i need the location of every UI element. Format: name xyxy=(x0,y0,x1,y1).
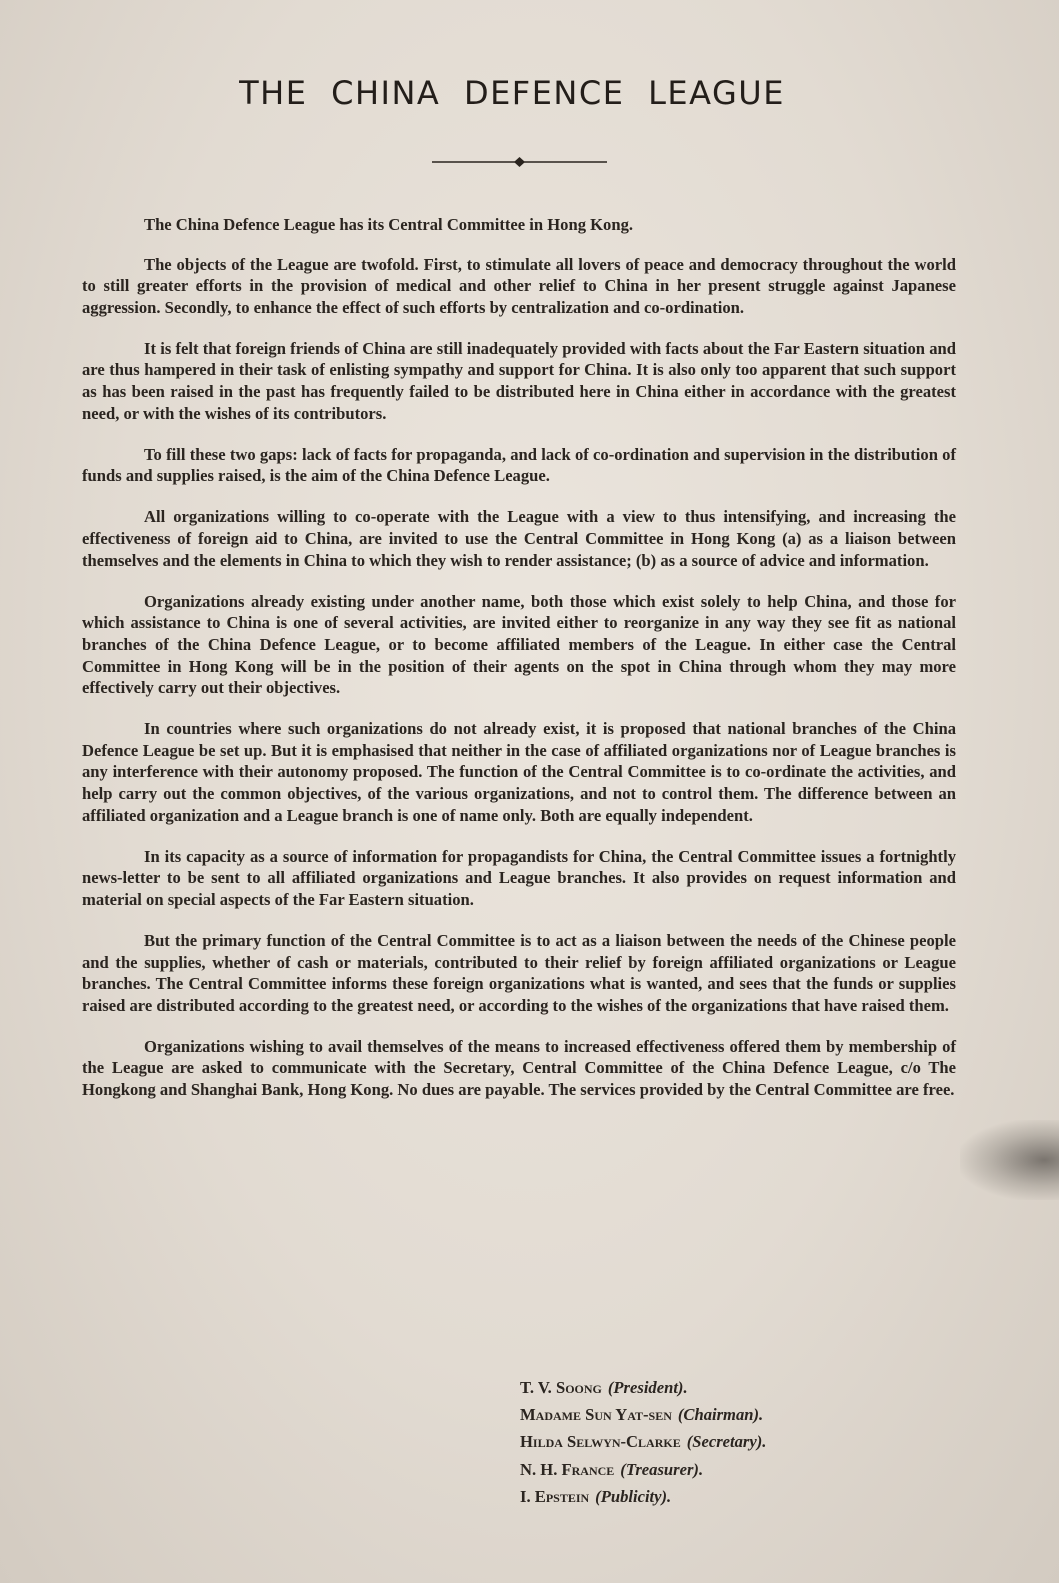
signatory-name: Madame Sun Yat-sen xyxy=(520,1405,672,1425)
signatory xyxy=(520,1405,940,1432)
signatory-name: N. H. France xyxy=(520,1459,615,1479)
signatory-role: (Publicity). xyxy=(595,1486,672,1506)
document-body xyxy=(82,214,956,1120)
paragraph-membership: Organizations wishing to avail themselves of the means to increased effectiveness offered them by membership of the League are asked to communicate with the Secretary, Central Committee of the China Defence League, c/o The Hongkong and Shanghai Bank, Hong Kong. No dues are payable. The services provided by the Central Committee are free. xyxy=(82,1036,956,1099)
paragraph-liaison: But the primary function of the Central Committee is to act as a liaison between the needs of the Chinese people and the supplies, whether of cash or materials, contributed to their relief by foreign affiliated organizations or League branches. The Central Committee informs these foreign organizations what is wanted, and sees that the funds or supplies raised are distributed according to the greatest need, or according to the wishes of the organizations that have raised them. xyxy=(82,930,956,1015)
signatory xyxy=(520,1432,940,1459)
signatory-name: Hilda Selwyn-Clarke xyxy=(520,1432,681,1452)
signatories-list xyxy=(520,1378,940,1514)
paragraph-intro: The China Defence League has its Central Committee in Hong Kong. xyxy=(144,215,634,234)
divider-ornament xyxy=(432,155,607,169)
paragraph-facts: It is felt that foreign friends of China are still inadequately provided with facts about the Far Eastern situation and are thus hampered in their task of enlisting sympathy and support for China. It is also only too apparent that such support as has been raised in the past has frequently failed to be distributed here in China either in accordance with the greatest need, or with the wishes of its contributors. xyxy=(82,338,956,423)
paragraph-information: In its capacity as a source of information for propagandists for China, the Central Committee issues a fortnightly news-letter to be sent to all affiliated organizations and League branches. It also provides on request information and material on special aspects of the Far Eastern situation. xyxy=(82,846,956,909)
signatory-role: (Secretary). xyxy=(686,1432,767,1452)
paragraph-objects: The objects of the League are twofold. First, to stimulate all lovers of peace and democracy throughout the world to still greater efforts in the provision of medical and other relief to China in her present struggle against Japanese aggression. Secondly, to enhance the effect of such efforts by centralization and co-ordination. xyxy=(82,254,956,317)
signatory-name: I. Epstein xyxy=(520,1486,590,1506)
signatory-role: (President). xyxy=(607,1378,688,1397)
signatory-name: T. V. Soong xyxy=(520,1378,602,1397)
signatory xyxy=(520,1460,940,1487)
diamond-icon xyxy=(514,157,525,167)
paragraph-cooperation: All organizations willing to co-operate with the League with a view to thus intensifying, and increasing the effectiveness of foreign aid to China, are invited to use the Central Committee in Hong Kong (a) as a liaison between themselves and the elements in China to which they wish to render assistance; (b) as a source of advice and information. xyxy=(82,507,956,570)
scan-smudge xyxy=(960,1120,1059,1200)
paragraph-existing-organizations: Organizations already existing under another name, both those which exist solely to help China, and those for which assistance to China is one of several activities, are invited either to reorganize in any way they see fit as national branches of the China Defence League, or to become affiliated members of the League. In either case the Central Committee in Hong Kong will be in the position of their agents on the spot in China through whom they may more effectively carry out their objectives. xyxy=(82,591,956,698)
document-title: THE CHINA DEFENCE LEAGUE xyxy=(239,74,785,112)
signatory xyxy=(520,1378,940,1405)
signatory xyxy=(520,1487,940,1514)
signatory-role: (Treasurer). xyxy=(620,1459,704,1479)
signatory-role: (Chairman). xyxy=(677,1405,764,1425)
paragraph-gaps: To fill these two gaps: lack of facts for propaganda, and lack of co-ordination and supervision in the distribution of funds and supplies raised, is the aim of the China Defence League. xyxy=(82,444,956,486)
paragraph-branches: In countries where such organizations do not already exist, it is proposed that national branches of the China Defence League be set up. But it is emphasised that neither in the case of affiliated organizations nor of League branches is any interference with their autonomy proposed. The function of the Central Committee is to co-ordinate the activities, and help carry out the common objectives, of the various organizations, and not to control them. The difference between an affiliated organization and a League branch is one of name only. Both are equally independent. xyxy=(82,719,956,825)
